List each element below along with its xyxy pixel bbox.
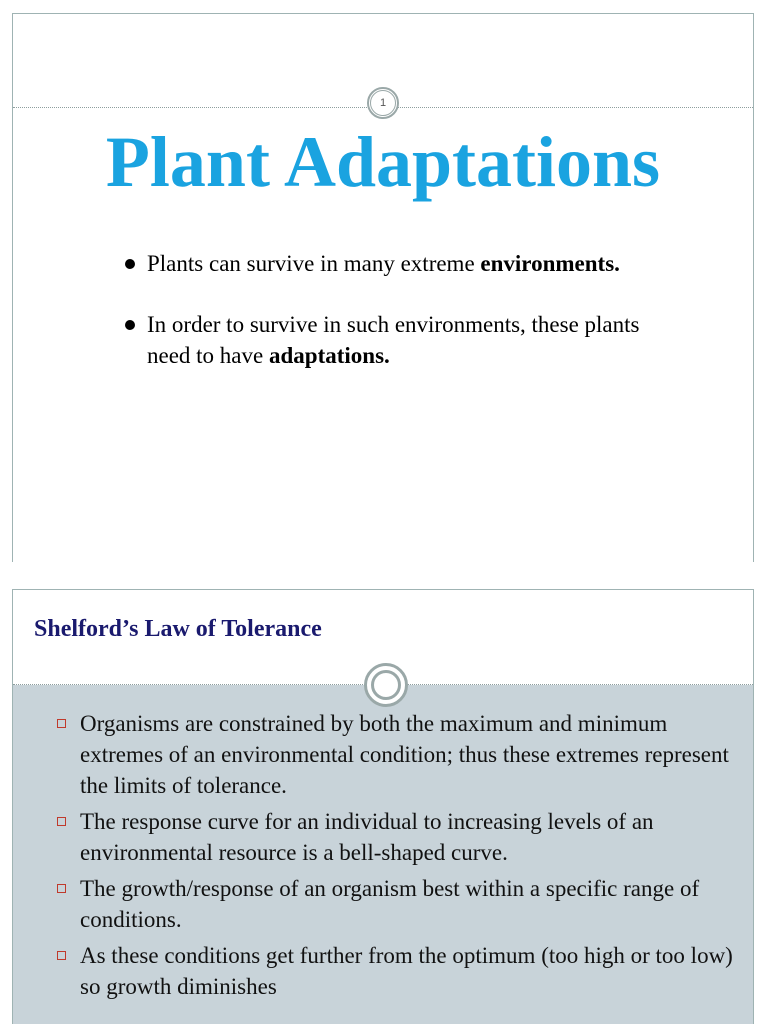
slide-1 [12, 13, 754, 562]
bullet-list [55, 708, 735, 1007]
bullet-text: Plants can survive in many extreme [147, 251, 481, 276]
slide-number: 1 [370, 90, 396, 116]
list-item-text: Organisms are constrained by both the maximum and minimum extremes of an environmental condition; thus these extremes represent the limits of tolerance. [80, 711, 729, 798]
bullet-bold-text: environments. [480, 251, 620, 276]
bullet-item [125, 248, 665, 279]
list-item [55, 708, 735, 801]
bullet-dot-icon [125, 320, 135, 330]
bullet-dot-icon [125, 259, 135, 269]
bullet-list [125, 248, 665, 401]
bullet-text: In order to survive in such environments, these plants need to have [147, 312, 640, 368]
slide-number-badge [367, 87, 399, 119]
list-item-text: The growth/response of an organism best within a specific range of conditions. [80, 876, 700, 932]
slide-2 [12, 589, 754, 1024]
list-item [55, 873, 735, 935]
list-item-text: As these conditions get further from the optimum (too high or too low) so growth diminishes [80, 943, 733, 999]
list-item-text: The response curve for an individual to increasing levels of an environmental resource is a bell-shaped curve. [80, 809, 654, 865]
slide-title: Plant Adaptations [105, 122, 661, 202]
square-bullet-icon [57, 951, 66, 960]
list-item [55, 806, 735, 868]
ring-ornament-icon [364, 663, 408, 707]
bullet-item [125, 309, 665, 371]
list-item [55, 940, 735, 1002]
ring-inner [371, 670, 401, 700]
square-bullet-icon [57, 884, 66, 893]
square-bullet-icon [57, 817, 66, 826]
slide-heading: Shelford’s Law of Tolerance [34, 616, 322, 642]
bullet-bold-text: adaptations. [268, 343, 390, 368]
square-bullet-icon [57, 719, 66, 728]
